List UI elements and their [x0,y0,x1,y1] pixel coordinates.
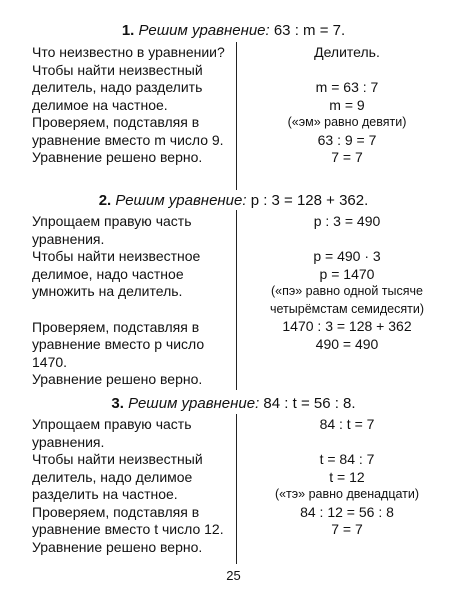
section-1-title [0,22,467,40]
explanation-line: Проверяем, подставляя в уравнение вместо m число 9. [32,114,224,148]
explanation-line: Уравнение решено верно. [32,149,203,165]
solution-reading: четырёмстам семидесяти) [269,301,425,316]
section-2-number: 2. [98,192,112,209]
solution-line: p : 3 = 490 [313,213,381,229]
solution-line: 84 : 12 = 56 : 8 [300,503,394,520]
solution-spacer [240,231,454,249]
section-3-title [0,395,467,413]
section-2-task: Решим уравнение: [115,192,247,209]
section-1-task: Решим уравнение: [138,22,270,39]
solution-line: m = 63 : 7 [315,79,379,95]
explanation-line: Чтобы найти неизвестный делитель, надо разделить делимое на частное. [32,61,203,113]
solution-line: p = 1470 [319,265,375,282]
section-3-task: Решим уравнение: [128,395,260,412]
explanation-line: Проверяем, подставляя в уравнение вместо t число 12. [32,503,224,537]
section-3-explanation [32,416,232,556]
solution-line: 490 = 490 [315,335,379,352]
section-1-solution [240,44,454,167]
solution-spacer [240,434,454,452]
solution-line: t = 84 : 7 [319,451,375,467]
explanation-line: Проверяем, подставляя в уравнение вместо p число 1470. [32,318,205,370]
solution-line: 1470 : 3 = 128 + 362 [282,318,412,334]
solution-reading: («тэ» равно двенадцати) [274,487,420,501]
explanation-line: Уравнение решено верно. [32,538,203,555]
explanation-line: Чтобы найти неизвестное делимое, надо частное умножить на делитель. [32,248,201,299]
section-1-equation: 63 : m = 7. [273,22,346,39]
solution-line: 7 = 7 [331,521,363,537]
solution-line: 7 = 7 [331,149,363,165]
solution-line: 84 : t = 7 [319,416,375,432]
solution-line: t = 12 [329,468,365,485]
explanation-line: Что неизвестно в уравнении? [32,44,225,60]
section-2-explanation [32,213,232,389]
section-3-number: 3. [111,395,124,412]
solution-line: 63 : 9 = 7 [317,131,377,148]
section-3-solution [240,416,454,539]
section-3-equation: 84 : t = 56 : 8. [263,395,356,412]
section-3-divider [236,414,237,564]
solution-reading: («эм» равно девяти) [287,115,407,129]
explanation-line: Чтобы найти неизвестный делитель, надо делимое разделить на частное. [32,451,203,502]
explanation-line: Уравнение решено верно. [32,371,203,387]
solution-line: p = 490 · 3 [313,248,381,264]
solution-line: m = 9 [329,96,365,113]
explanation-line: Упрощаем правую часть уравнения. [32,213,192,247]
section-1-explanation [32,44,232,167]
solution-spacer [240,62,454,80]
section-1-divider [236,42,237,190]
solution-line: Делитель. [314,44,380,60]
section-2-divider [236,210,237,390]
solution-reading: («пэ» равно одной тысяче [270,284,424,298]
section-2-solution [240,213,454,353]
section-1-number: 1. [121,22,135,39]
explanation-line: Упрощаем правую часть уравнения. [32,416,192,450]
page-number: 25 [226,568,241,583]
section-2-equation: p : 3 = 128 + 362. [250,192,369,209]
section-2-title [0,192,467,210]
